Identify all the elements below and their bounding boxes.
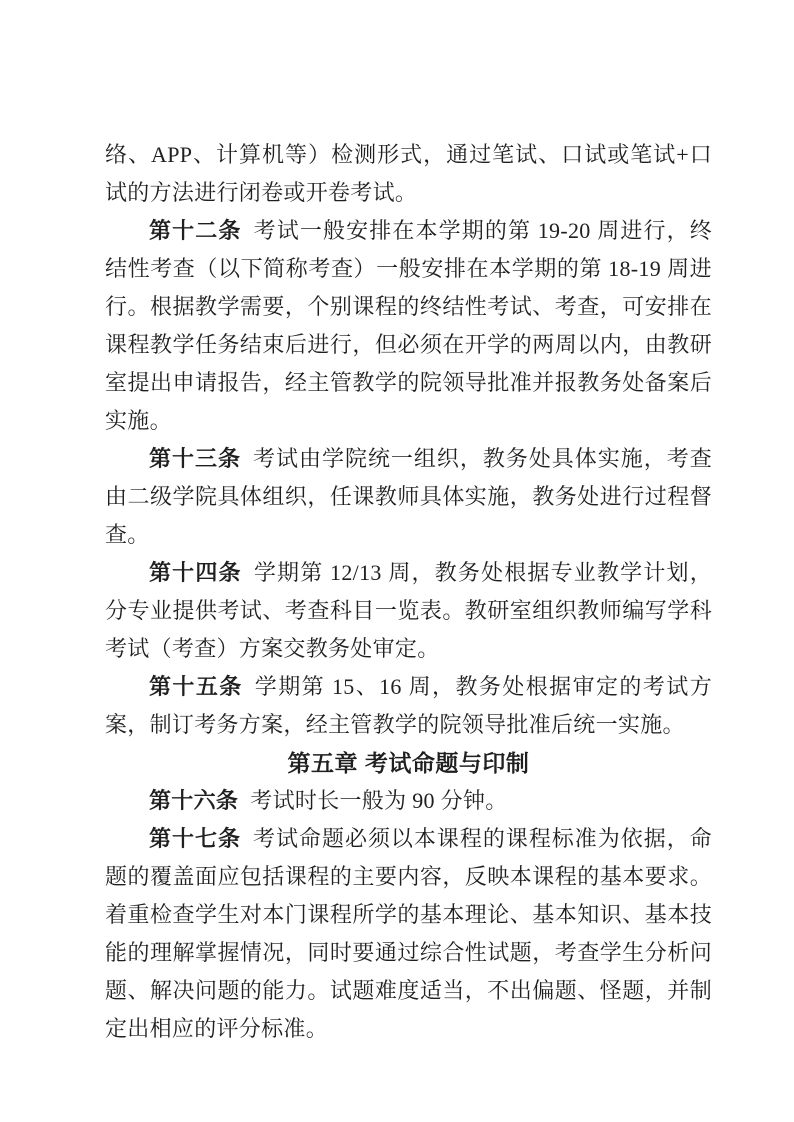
article-13-text: 考试由学院统一组织，教务处具体实施，考查由二级学院具体组织，任课教师具体实施，教务处进行过程督查。 — [105, 446, 712, 547]
article-16-text: 考试时长一般为 90 分钟。 — [250, 788, 508, 813]
article-13-number: 第十三条 — [149, 446, 241, 471]
article-14-text: 学期第 12/13 周，教务处根据专业教学计划，分专业提供考试、考查科目一览表。教研室组织教师编写学科考试（考查）方案交教务处审定。 — [105, 560, 712, 661]
article-12-text: 考试一般安排在本学期的第 19-20 周进行，终结性考查（以下简称考查）一般安排在本学期的第 18-19 周进行。根据教学需要，个别课程的终结性考试、考查，可安排在课程教学任务结束后进行，但必须在开学的两周以内，由教研室提出申请报告，经主管教学的院领导批准并报教务处备案后实施。 — [105, 218, 713, 433]
paragraph-article-15 — [105, 668, 712, 744]
paragraph-article-17 — [105, 820, 712, 1048]
article-14-number: 第十四条 — [149, 560, 242, 585]
article-17-number: 第十七条 — [149, 826, 241, 851]
paragraph-article-16 — [105, 782, 712, 820]
article-12-number: 第十二条 — [149, 218, 242, 243]
paragraph-article-13 — [105, 440, 712, 554]
paragraph-article-14 — [105, 554, 712, 668]
paragraph-continuation: 络、APP、计算机等）检测形式，通过笔试、口试或笔试+口试的方法进行闭卷或开卷考试。 — [105, 142, 712, 205]
article-17-text: 考试命题必须以本课程的课程标准为依据，命题的覆盖面应包括课程的主要内容，反映本课程的基本要求。着重检查学生对本门课程所学的基本理论、基本知识、基本技能的理解掌握情况，同时要通过综合性试题，考查学生分析问题、解决问题的能力。试题难度适当，不出偏题、怪题，并制定出相应的评分标准。 — [105, 826, 712, 1041]
article-16-number: 第十六条 — [149, 788, 239, 813]
article-15-text: 学期第 15、16 周，教务处根据审定的考试方案，制订考务方案，经主管教学的院领导批准后统一实施。 — [105, 674, 712, 737]
chapter-heading: 第五章 考试命题与印制 — [287, 750, 530, 776]
document-content — [105, 136, 712, 1048]
article-15-number: 第十五条 — [149, 674, 243, 699]
paragraph-article-12 — [105, 212, 712, 440]
